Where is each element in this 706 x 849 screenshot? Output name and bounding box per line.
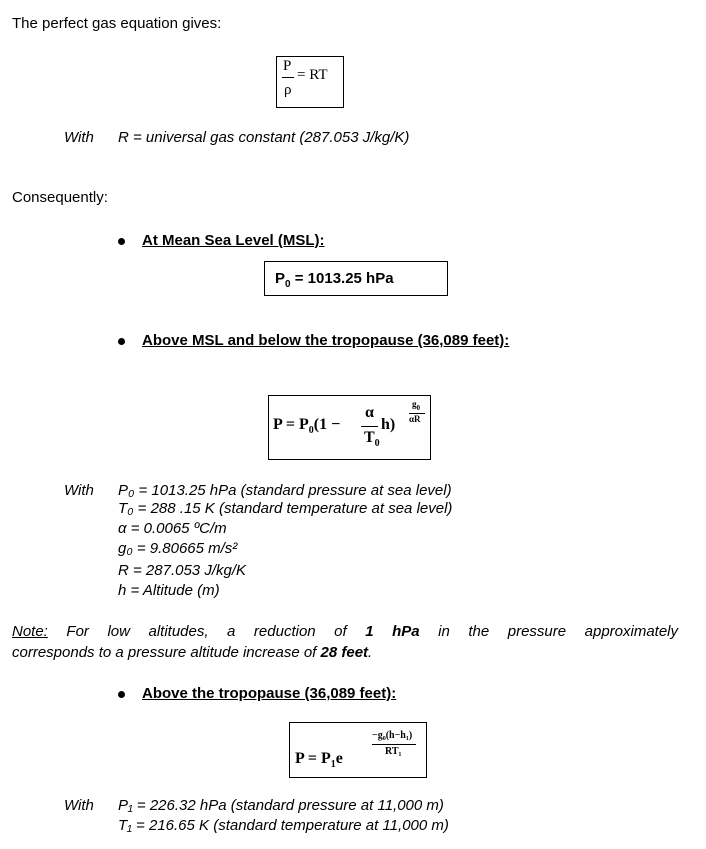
bt-frac-den: $T_0$ <box>364 429 380 450</box>
below-tropopause-heading: Above MSL and below the tropopause (36,089 feet): <box>142 332 510 349</box>
tropo-var-line-p1: P₁ = 226.32 hPa (standard pressure at 11,000 m) <box>118 797 444 814</box>
bt-exp-num: $g_0$ <box>412 399 420 412</box>
below-tropopause-formula-box <box>268 395 431 460</box>
bt-frac-num: α <box>365 404 374 421</box>
at-exponent-line <box>372 744 416 745</box>
variables-prefix: With <box>64 482 94 499</box>
bt-fraction-line <box>361 426 378 427</box>
with-r-text: R = universal gas constant (287.053 J/kg/K) <box>118 129 410 146</box>
tropo-var-line-t1: T₁ = 216.65 K (standard temperature at 11,000 m) <box>118 817 449 834</box>
bullet-below-tropopause <box>118 338 125 345</box>
gas-eq-denominator: ρ <box>284 82 292 98</box>
note-line-1: Note: For low altitudes, a reduction of 1 hPa in the pressure approximately <box>12 623 679 640</box>
consequently-text: Consequently: <box>12 189 108 206</box>
msl-formula-box <box>264 261 448 296</box>
bt-lhs: $P = P_0(1$ − <box>273 416 341 437</box>
above-tropopause-formula-box <box>289 722 427 778</box>
with-r-prefix: With <box>64 129 94 146</box>
at-exp-den: RT₁ <box>385 746 402 757</box>
gas-eq-numerator: P <box>283 58 292 74</box>
tropo-vars-prefix: With <box>64 797 94 814</box>
at-base: $P = P_1e$ <box>295 750 343 771</box>
gas-equation-box <box>276 56 344 108</box>
intro-text: The perfect gas equation gives: <box>12 15 222 32</box>
bullet-above-tropopause <box>118 691 125 698</box>
var-line-t0: T₀ = 288 .15 K (standard temperature at sea level) <box>118 500 453 517</box>
msl-heading: At Mean Sea Level (MSL): <box>142 232 325 249</box>
bt-close: h) <box>381 416 396 433</box>
at-exp-num: −g₀(h−h₁) <box>372 730 413 741</box>
bullet-msl <box>118 238 125 245</box>
var-line-g0: g₀ = 9.80665 m/s² <box>118 540 238 557</box>
bt-exp-den: αR <box>409 414 421 424</box>
above-tropopause-heading: Above the tropopause (36,089 feet): <box>142 685 397 702</box>
gas-eq-rhs: = RT <box>297 67 328 83</box>
msl-formula: $P_0 = 1013.25$ hPa <box>275 270 394 290</box>
note-line-2: corresponds to a pressure altitude increase of 28 feet. <box>12 644 373 661</box>
var-line-h: h = Altitude (m) <box>118 582 220 599</box>
var-line-alpha: α = 0.0065 ºC/m <box>118 520 227 537</box>
var-line-p0: P₀ = 1013.25 hPa (standard pressure at sea level) <box>118 482 452 499</box>
var-line-r: R = 287.053 J/kg/K <box>118 562 246 579</box>
gas-eq-fraction-line <box>282 77 294 78</box>
note-label: Note: <box>12 623 48 640</box>
